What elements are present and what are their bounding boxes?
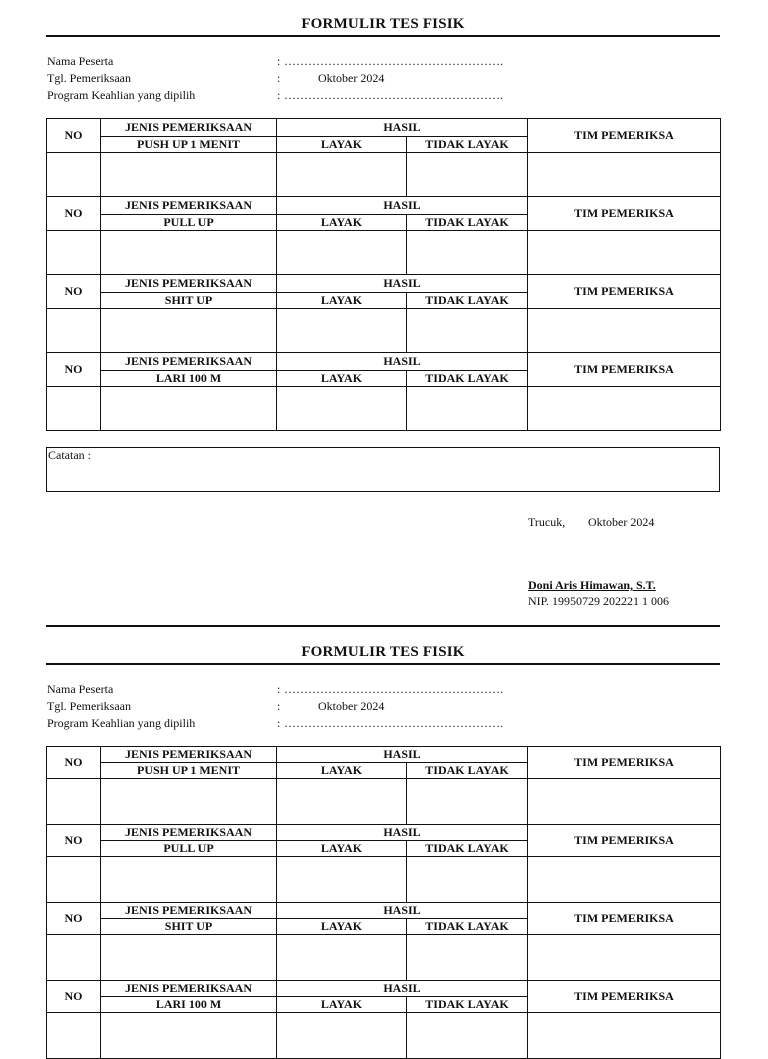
signature-date: Oktober 2024 bbox=[588, 515, 655, 529]
colon: : bbox=[277, 54, 281, 68]
tidak-layak-cell bbox=[407, 153, 528, 197]
jenis-pemeriksaan-header: JENIS PEMERIKSAAN bbox=[101, 119, 277, 137]
tim-pemeriksa-header: TIM PEMERIKSA bbox=[528, 747, 721, 779]
colon: : bbox=[277, 682, 281, 696]
jenis-cell bbox=[101, 1013, 277, 1059]
jenis-pemeriksaan-header: JENIS PEMERIKSAAN bbox=[101, 197, 277, 215]
tgl-pemeriksaan-value: Oktober 2024 bbox=[318, 71, 385, 85]
no-header: NO bbox=[47, 903, 101, 935]
jenis-cell bbox=[101, 153, 277, 197]
tgl-pemeriksaan-value: Oktober 2024 bbox=[318, 699, 385, 713]
no-cell bbox=[47, 309, 101, 353]
no-cell bbox=[47, 387, 101, 431]
exam-name: PULL UP bbox=[101, 841, 277, 857]
tim-pemeriksa-cell bbox=[528, 857, 721, 903]
layak-cell bbox=[277, 231, 407, 275]
layak-header: LAYAK bbox=[277, 215, 407, 231]
exam-name: LARI 100 M bbox=[101, 997, 277, 1013]
tidak-layak-header: TIDAK LAYAK bbox=[407, 919, 528, 935]
tim-pemeriksa-header: TIM PEMERIKSA bbox=[528, 119, 721, 153]
info-row-tgl bbox=[46, 70, 720, 87]
hasil-header: HASIL bbox=[277, 197, 528, 215]
exam-sections bbox=[46, 118, 720, 431]
no-header: NO bbox=[47, 119, 101, 153]
notes-box bbox=[46, 447, 720, 492]
tidak-layak-cell bbox=[407, 231, 528, 275]
colon: : bbox=[277, 88, 281, 102]
program-keahlian-label: Program Keahlian yang dipilih bbox=[47, 88, 196, 102]
tim-pemeriksa-cell bbox=[528, 153, 721, 197]
tim-pemeriksa-header: TIM PEMERIKSA bbox=[528, 903, 721, 935]
signer-name: Doni Aris Himawan, S.T. bbox=[528, 578, 656, 592]
tidak-layak-header: TIDAK LAYAK bbox=[407, 215, 528, 231]
participant-info bbox=[46, 681, 720, 732]
tim-pemeriksa-cell bbox=[528, 309, 721, 353]
exam-name: PUSH UP 1 MENIT bbox=[101, 763, 277, 779]
info-row-program bbox=[46, 715, 720, 732]
tidak-layak-header: TIDAK LAYAK bbox=[407, 137, 528, 153]
tidak-layak-cell bbox=[407, 935, 528, 981]
tim-pemeriksa-cell bbox=[528, 387, 721, 431]
jenis-cell bbox=[101, 309, 277, 353]
hasil-header: HASIL bbox=[277, 903, 528, 919]
jenis-pemeriksaan-header: JENIS PEMERIKSAAN bbox=[101, 275, 277, 293]
layak-cell bbox=[277, 779, 407, 825]
exam-table bbox=[46, 352, 721, 431]
form-title: FORMULIR TES FISIK bbox=[301, 16, 465, 32]
exam-name: PUSH UP 1 MENIT bbox=[101, 137, 277, 153]
info-row-nama bbox=[46, 53, 720, 70]
no-cell bbox=[47, 857, 101, 903]
exam-name: SHIT UP bbox=[101, 919, 277, 935]
tidak-layak-cell bbox=[407, 387, 528, 431]
program-keahlian-label: Program Keahlian yang dipilih bbox=[47, 716, 196, 730]
no-header: NO bbox=[47, 353, 101, 387]
form-title: FORMULIR TES FISIK bbox=[301, 644, 465, 660]
tgl-pemeriksaan-label: Tgl. Pemeriksaan bbox=[47, 699, 131, 713]
participant-info bbox=[46, 53, 720, 104]
tim-pemeriksa-cell bbox=[528, 231, 721, 275]
tgl-pemeriksaan-label: Tgl. Pemeriksaan bbox=[47, 71, 131, 85]
tidak-layak-header: TIDAK LAYAK bbox=[407, 293, 528, 309]
no-cell bbox=[47, 779, 101, 825]
hasil-header: HASIL bbox=[277, 747, 528, 763]
tidak-layak-header: TIDAK LAYAK bbox=[407, 371, 528, 387]
layak-header: LAYAK bbox=[277, 997, 407, 1013]
jenis-cell bbox=[101, 935, 277, 981]
exam-table bbox=[46, 902, 721, 981]
exam-table bbox=[46, 274, 721, 353]
exam-table bbox=[46, 196, 721, 275]
tidak-layak-header: TIDAK LAYAK bbox=[407, 997, 528, 1013]
exam-table bbox=[46, 824, 721, 903]
layak-cell bbox=[277, 935, 407, 981]
layak-cell bbox=[277, 1013, 407, 1059]
hasil-header: HASIL bbox=[277, 825, 528, 841]
signature-place: Trucuk, bbox=[528, 515, 566, 529]
nama-peserta-field: ………………………………………………. bbox=[284, 54, 503, 68]
tidak-layak-cell bbox=[407, 857, 528, 903]
page-separator bbox=[46, 625, 720, 627]
layak-header: LAYAK bbox=[277, 293, 407, 309]
nama-peserta-label: Nama Peserta bbox=[47, 682, 114, 696]
hasil-header: HASIL bbox=[277, 119, 528, 137]
hasil-header: HASIL bbox=[277, 275, 528, 293]
program-keahlian-field: ………………………………………………. bbox=[284, 88, 503, 102]
tidak-layak-cell bbox=[407, 1013, 528, 1059]
no-header: NO bbox=[47, 981, 101, 1013]
nama-peserta-label: Nama Peserta bbox=[47, 54, 114, 68]
tim-pemeriksa-cell bbox=[528, 779, 721, 825]
jenis-cell bbox=[101, 387, 277, 431]
tim-pemeriksa-header: TIM PEMERIKSA bbox=[528, 275, 721, 309]
tidak-layak-cell bbox=[407, 779, 528, 825]
program-keahlian-field: ………………………………………………. bbox=[284, 716, 503, 730]
nama-peserta-field: ………………………………………………. bbox=[284, 682, 503, 696]
notes-label: Catatan : bbox=[48, 448, 91, 462]
layak-cell bbox=[277, 309, 407, 353]
colon: : bbox=[277, 699, 281, 713]
jenis-pemeriksaan-header: JENIS PEMERIKSAAN bbox=[101, 981, 277, 997]
layak-cell bbox=[277, 857, 407, 903]
colon: : bbox=[277, 71, 281, 85]
form-1 bbox=[46, 16, 720, 492]
no-header: NO bbox=[47, 275, 101, 309]
no-header: NO bbox=[47, 747, 101, 779]
jenis-cell bbox=[101, 779, 277, 825]
jenis-pemeriksaan-header: JENIS PEMERIKSAAN bbox=[101, 353, 277, 371]
no-cell bbox=[47, 153, 101, 197]
exam-name: PULL UP bbox=[101, 215, 277, 231]
no-cell bbox=[47, 231, 101, 275]
tim-pemeriksa-header: TIM PEMERIKSA bbox=[528, 825, 721, 857]
no-header: NO bbox=[47, 197, 101, 231]
layak-header: LAYAK bbox=[277, 841, 407, 857]
colon: : bbox=[277, 716, 281, 730]
form-2 bbox=[46, 644, 720, 1059]
exam-table bbox=[46, 118, 721, 197]
title-rule bbox=[46, 663, 720, 665]
jenis-pemeriksaan-header: JENIS PEMERIKSAAN bbox=[101, 747, 277, 763]
tidak-layak-header: TIDAK LAYAK bbox=[407, 841, 528, 857]
no-header: NO bbox=[47, 825, 101, 857]
exam-sections bbox=[46, 746, 720, 1059]
tidak-layak-cell bbox=[407, 309, 528, 353]
hasil-header: HASIL bbox=[277, 353, 528, 371]
exam-table bbox=[46, 746, 721, 825]
info-row-tgl bbox=[46, 698, 720, 715]
tim-pemeriksa-cell bbox=[528, 935, 721, 981]
layak-header: LAYAK bbox=[277, 919, 407, 935]
no-cell bbox=[47, 1013, 101, 1059]
tim-pemeriksa-cell bbox=[528, 1013, 721, 1059]
layak-header: LAYAK bbox=[277, 371, 407, 387]
tidak-layak-header: TIDAK LAYAK bbox=[407, 763, 528, 779]
layak-cell bbox=[277, 153, 407, 197]
signer-nip: NIP. 19950729 202221 1 006 bbox=[528, 594, 670, 608]
jenis-cell bbox=[101, 857, 277, 903]
exam-table bbox=[46, 980, 721, 1059]
tim-pemeriksa-header: TIM PEMERIKSA bbox=[528, 981, 721, 1013]
layak-cell bbox=[277, 387, 407, 431]
layak-header: LAYAK bbox=[277, 137, 407, 153]
hasil-header: HASIL bbox=[277, 981, 528, 997]
info-row-nama bbox=[46, 681, 720, 698]
title-rule bbox=[46, 35, 720, 37]
tim-pemeriksa-header: TIM PEMERIKSA bbox=[528, 197, 721, 231]
jenis-pemeriksaan-header: JENIS PEMERIKSAAN bbox=[101, 825, 277, 841]
exam-name: LARI 100 M bbox=[101, 371, 277, 387]
layak-header: LAYAK bbox=[277, 763, 407, 779]
tim-pemeriksa-header: TIM PEMERIKSA bbox=[528, 353, 721, 387]
no-cell bbox=[47, 935, 101, 981]
jenis-pemeriksaan-header: JENIS PEMERIKSAAN bbox=[101, 903, 277, 919]
info-row-program bbox=[46, 87, 720, 104]
exam-name: SHIT UP bbox=[101, 293, 277, 309]
jenis-cell bbox=[101, 231, 277, 275]
